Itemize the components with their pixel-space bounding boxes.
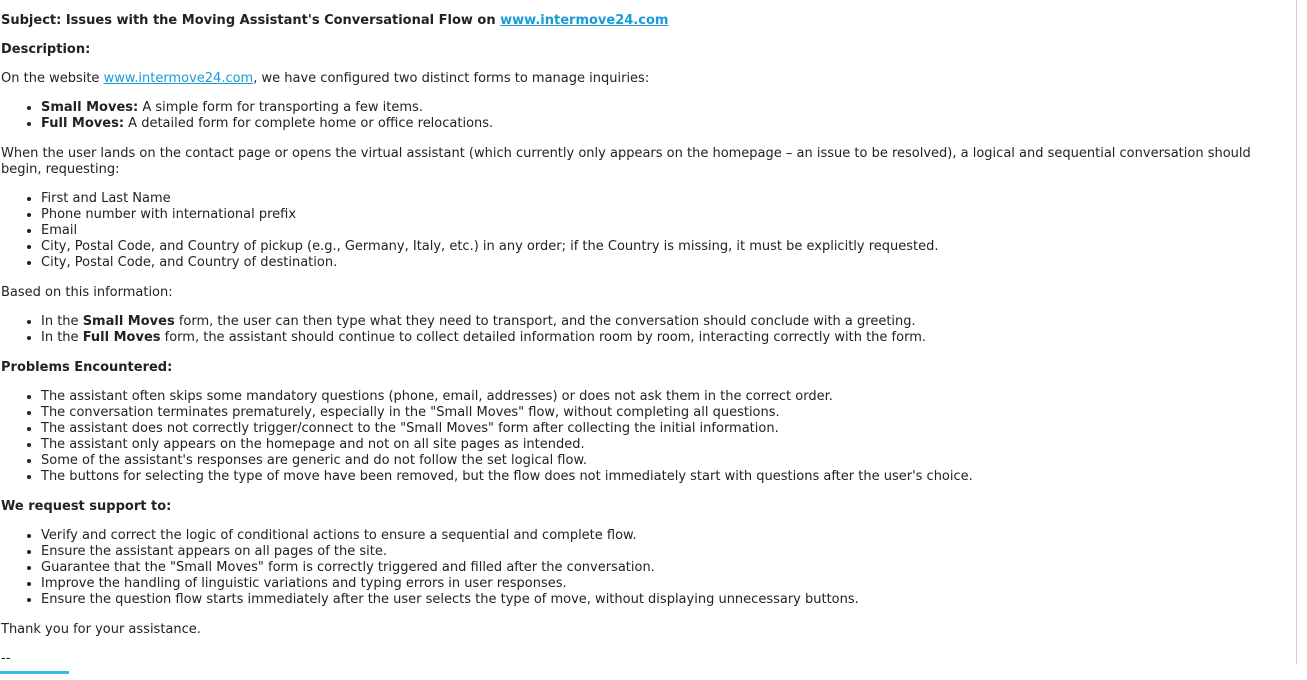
branch-form-name: Small Moves [82,314,175,329]
problems-heading: Problems Encountered: [1,360,173,375]
form-label: Small Moves: [41,100,139,115]
problems-list [1,389,1295,485]
forms-list [1,100,1295,132]
intro-suffix: , we have configured two distinct forms to manage inquiries: [253,71,650,86]
list-item: • The assistant only appears on the homepage and not on all site pages as intended. [41,437,1295,453]
list-item: • Phone number with international prefix [41,207,1295,223]
list-item [41,100,1295,116]
signature-separator: -- [1,651,11,666]
requests-list [1,528,1295,608]
list-item: • Improve the handling of linguistic variations and typing errors in user responses. [41,576,1295,592]
list-item: • Guarantee that the "Small Moves" form is correctly triggered and filled after the conversation. [41,560,1295,576]
email-body [1,13,1295,680]
intro-paragraph [1,71,1295,87]
list-item: • The assistant does not correctly trigger/connect to the "Small Moves" form after collecting the initial information. [41,421,1295,437]
list-item: • City, Postal Code, and Country of destination. [41,255,1295,271]
list-item: • The conversation terminates prematurely, especially in the "Small Moves" flow, without completing all questions. [41,405,1295,421]
branch-prefix: In the [41,330,83,345]
form-description: A detailed form for complete home or office relocations. [124,116,494,131]
branch-form-name: Full Moves [82,330,161,345]
list-item: • The buttons for selecting the type of move have been removed, but the flow does not immediately start with questions after the user's choice. [41,469,1295,485]
list-item [41,330,1295,346]
intro-website-link[interactable]: www.intermove24.com [103,71,254,86]
branch-text: form, the user can then type what they need to transport, and the conversation should conclude with a greeting. [174,314,916,329]
closing-line: Thank you for your assistance. [1,622,201,637]
intro-prefix: On the website [1,71,104,86]
description-heading: Description: [1,42,91,57]
form-label: Full Moves: [41,116,125,131]
subject-website-link[interactable]: www.intermove24.com [500,13,669,28]
pane-divider [1296,0,1297,664]
branch-text: form, the assistant should continue to collect detailed information room by room, interacting correctly with the form. [160,330,926,345]
list-item [41,116,1295,132]
flow-paragraph: When the user lands on the contact page or opens the virtual assistant (which currently only appears on the homepage – an issue to be resolved), a logical and sequential conversation should begin, requesting: [1,146,1251,177]
based-on-paragraph: Based on this information: [1,285,173,300]
list-item: • Email [41,223,1295,239]
list-item: • City, Postal Code, and Country of pickup (e.g., Germany, Italy, etc.) in any order; if the Country is missing, it must be explicitly requested. [41,239,1295,255]
subject-text: Subject: Issues with the Moving Assistant's Conversational Flow on [1,13,501,28]
list-item: • First and Last Name [41,191,1295,207]
list-item: • Ensure the assistant appears on all pages of the site. [41,544,1295,560]
list-item: • Ensure the question flow starts immediately after the user selects the type of move, without displaying unnecessary buttons. [41,592,1295,608]
branch-prefix: In the [41,314,83,329]
list-item [41,314,1295,330]
form-description: A simple form for transporting a few items. [138,100,423,115]
list-item: • Some of the assistant's responses are generic and do not follow the set logical flow. [41,453,1295,469]
list-item: • The assistant often skips some mandatory questions (phone, email, addresses) or does not ask them in the correct order. [41,389,1295,405]
request-heading: We request support to: [1,499,172,514]
list-item: • Verify and correct the logic of conditional actions to ensure a sequential and complete flow. [41,528,1295,544]
branches-list [1,314,1295,346]
requested-fields-list [1,191,1295,271]
email-subject [1,13,1295,29]
